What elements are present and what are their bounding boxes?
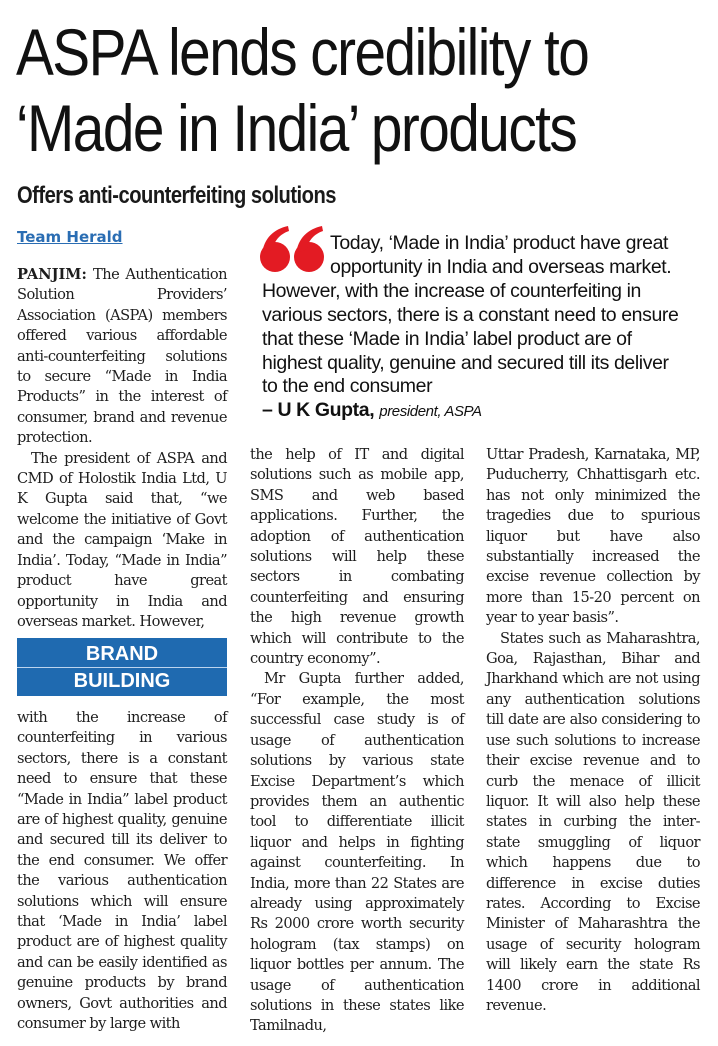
headline-line-1: ASPA lends credibility to <box>16 15 589 89</box>
body-column-2 <box>250 445 464 1037</box>
quote-author-role: president, ASPA <box>379 403 482 421</box>
paragraph-text: The Authentication Solution Providers’ Association (ASPA) members offered various affordable anti-counterfeiting solutions to secure “Made in India Products” in the interest of consumer, brand and revenue protection. <box>17 266 228 447</box>
pull-quote-attribution <box>262 399 712 424</box>
body-paragraph: States such as Maharashtra, Goa, Rajasthan, Bihar and Jharkhand which are not using any authentication solutions till date are also considering to use such solutions to increase their excise revenue and to curb the menace of illicit liquor. It will also help these states in curbing the inter-state smuggling of liquor which happens due to difference in excise duties rates. According to Excise Minister of Maharashtra the usage of security hologram will likely earn the state Rs 1400 crore in additional revenue. <box>486 629 700 1014</box>
headline-line-2: ‘Made in India’ products <box>16 91 577 165</box>
pull-quote-line: to the end consumer <box>262 375 433 398</box>
body-column-1-bottom <box>17 708 227 1035</box>
byline: Team Herald <box>17 228 123 246</box>
body-paragraph: Mr Gupta further added, “For example, the most successful case study is of usage of authentication solutions by various state Excise Department’s which provides them an authentic tool to differentiate illicit liquor and helps in fighting against counterfeiting. In India, more than 22 States are already using approximately Rs 2000 crore worth security hologram (tax stamps) on liquor bottles per annum. The usage of authentication solutions in these states like Tamilnadu, <box>250 670 464 1035</box>
pull-quote-line: highest quality, genuine and secured till its deliver <box>262 351 669 374</box>
pull-quote-line: However, with the increase of counterfeiting in <box>262 279 641 302</box>
section-box-line-2: BUILDING <box>73 670 171 692</box>
pull-quote <box>262 232 712 424</box>
section-box-line-1: BRAND <box>85 643 159 665</box>
body-paragraph: The president of ASPA and CMD of Holostik India Ltd, U K Gupta said that, “we welcome the initiative of Govt and the campaign ‘Make in India’. Today, “Made in India” product have great opportunity in India and overseas market. However, <box>17 449 227 630</box>
body-column-1-top <box>17 265 227 632</box>
subheadline: Offers anti-counterfeiting solutions <box>17 182 336 209</box>
body-paragraph <box>17 265 227 449</box>
body-paragraph: Uttar Pradesh, Karnataka, MP, Puducherry, Chhattisgarh etc. has not only minimized the tragedies due to spurious liquor but have also substantially increased the excise revenue collection by more than 15-20 percent on year to year basis”. <box>486 446 700 627</box>
body-column-3 <box>486 445 700 1016</box>
pull-quote-line: opportunity in India and overseas market. <box>330 255 672 278</box>
pull-quote-line: Today, ‘Made in India’ product have great <box>330 232 669 254</box>
pull-quote-line: that these ‘Made in India’ label product are of <box>262 327 632 350</box>
body-paragraph: with the increase of counterfeiting in various sectors, there is a constant need to ensure that these “Made in India” label product are of highest quality, genuine and secured till its deliver to the end consumer. We offer the various authentication solutions which will ensure that ‘Made in India’ label product are of highest quality and can be easily identified as genuine products by brand owners, Govt authorities and consumer by large with <box>17 709 227 1033</box>
dateline: PANJIM: <box>17 266 87 283</box>
body-paragraph: the help of IT and digital solutions such as mobile app, SMS and web based applications. Further, the adoption of authentication solutions will help these sectors in combating counterfeiting and ensuring the high revenue growth which will contribute to the country economy”. <box>250 446 464 668</box>
section-box <box>17 638 227 696</box>
headline <box>16 14 609 166</box>
pull-quote-line: various sectors, there is a constant need to ensure <box>262 303 679 326</box>
quote-author-name: – U K Gupta, <box>262 399 375 422</box>
